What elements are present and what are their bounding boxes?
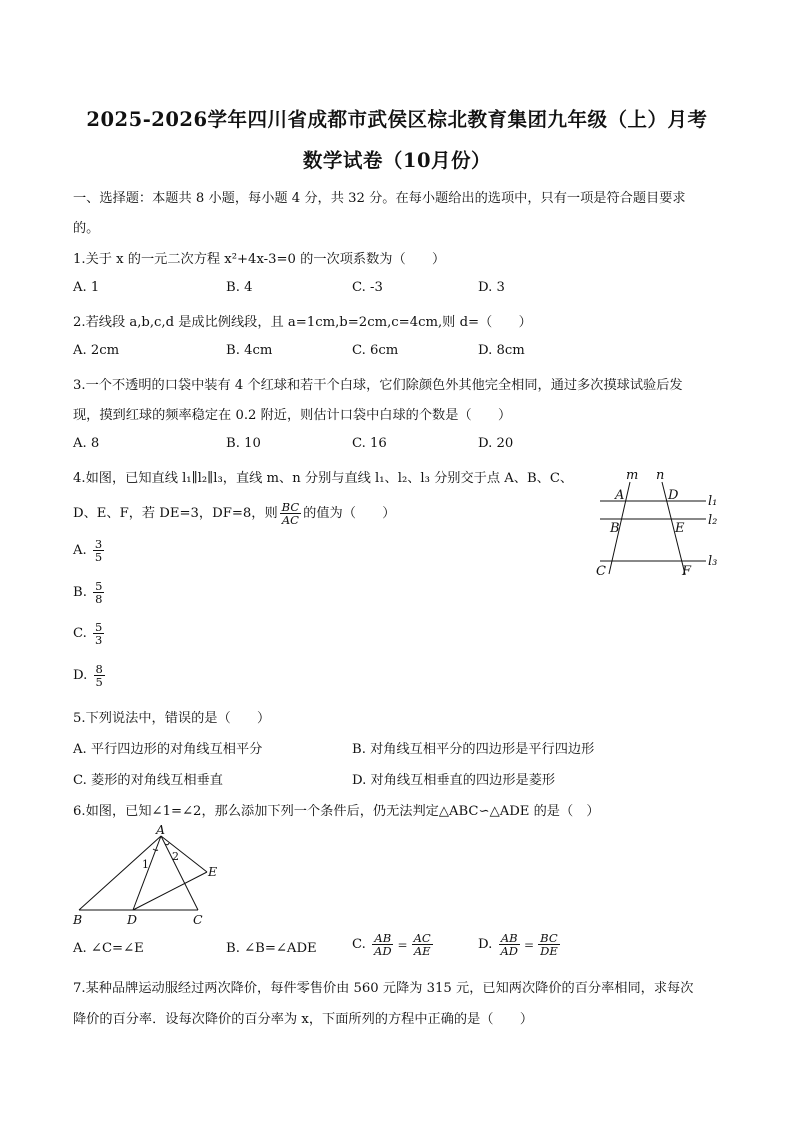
q4-label-l2: l₂ [708,513,718,528]
q6-option-d[interactable] [478,932,562,957]
q6-option-d-equals: = [524,937,535,952]
q4-option-b-den: 8 [95,592,103,607]
q3-stem-line2: 现，摸到红球的频率稳定在 0.2 附近，则估计口袋中白球的个数是（ ） [73,408,512,423]
q6-seg-ae [161,836,207,872]
q5-option-d[interactable]: D. 对角线互相垂直的四边形是菱形 [352,773,556,788]
q4-label-d: D [668,488,679,503]
q4-option-a[interactable] [73,538,106,563]
q4-label-m: m [626,468,639,483]
q2-option-c[interactable]: C. 6cm [352,343,399,358]
q2-stem: 2.若线段 a,b,c,d 是成比例线段，且 a=1cm,b=2cm,c=4cm,则 d=（ ） [73,315,532,330]
q4-label-c: C [596,564,606,579]
q4-option-b-letter: B. [73,585,87,601]
q6-label-e: E [208,864,218,879]
q6-option-c-frac2 [412,932,433,957]
section-header: 一、选择题：本题共 8 小题，每小题 4 分，共 32 分。在每小题给出的选项中，只有一项是符合题目要求 [73,191,686,206]
q2-option-b[interactable]: B. 4cm [226,343,273,358]
q6-stem: 6.如图，已知∠1=∠2，那么添加下列一个条件后，仍无法判定△ABC∽△ADE 的是（ ） [73,804,600,819]
q6-option-d-frac1 [499,932,521,957]
q6-angle-arc-2 [165,843,169,845]
q6-option-c-letter: C. [352,937,366,953]
q7-stem-line1: 7.某种品牌运动服经过两次降价，每件零售价由 560 元降为 315 元，已知两次降价的百分率相同，求每次 [73,981,694,996]
q5-option-a[interactable]: A. 平行四边形的对角线互相平分 [73,742,263,757]
q7-stem-line2: 降价的百分率．设每次降价的百分率为 x，下面所列的方程中正确的是（ ） [73,1012,534,1027]
q4-stem-line1: 4.如图，已知直线 l₁∥l₂∥l₃，直线 m、n 分别与直线 l₁、l₂、l₃ 分别交于点 A、B、C、 [73,471,574,486]
q4-ratio-fraction [280,501,301,526]
q4-option-a-num: 3 [94,537,103,551]
section-header-cont: 的。 [73,221,100,236]
q6-angle-label-2: 2 [172,850,179,863]
q5-option-b[interactable]: B. 对角线互相平分的四边形是平行四边形 [352,742,595,757]
q4-option-d-letter: D. [73,668,88,684]
q2-option-a[interactable]: A. 2cm [73,343,120,358]
q6-option-d-frac1-num: AB [500,931,518,945]
q4-option-c-fraction [93,621,104,646]
q6-option-c[interactable] [352,932,435,957]
q1-option-d[interactable]: D. 3 [478,280,505,295]
q3-stem-line1: 3.一个不透明的口袋中装有 4 个红球和若干个白球，它们除颜色外其他完全相同，通过多次摸球试验后发 [73,378,683,393]
q5-option-c[interactable]: C. 菱形的对角线互相垂直 [73,773,223,788]
q6-option-d-frac2-num: BC [540,931,558,945]
q3-option-b[interactable]: B. 10 [226,436,261,451]
q1-option-b[interactable]: B. 4 [226,280,253,295]
q3-option-d[interactable]: D. 20 [478,436,514,451]
q4-option-b-num: 5 [95,579,103,593]
q6-label-b: B [73,912,83,927]
q4-option-d-den: 5 [95,675,103,690]
q4-label-b: B [610,521,620,536]
exam-title-line2: 数学试卷（10月份） [302,149,492,172]
q4-option-a-fraction [93,538,104,563]
q6-option-c-frac1-num: AB [374,931,392,945]
q1-option-a[interactable]: A. 1 [73,280,100,295]
exam-title-line1: 2025-2026学年四川省成都市武侯区棕北教育集团九年级（上）月考 [86,108,708,131]
q4-stem-part1: D、E、F，若 DE=3，DF=8，则 [73,506,278,522]
q6-label-d: D [127,912,138,927]
q6-option-c-equals: = [397,937,408,952]
q6-seg-ab [79,836,161,910]
q6-option-c-frac2-den: AE [413,944,431,959]
q4-label-l3: l₃ [708,554,718,569]
q4-label-f: F [682,564,692,579]
q6-seg-ad [133,836,161,910]
q1-stem: 1.关于 x 的一元二次方程 x²+4x-3=0 的一次项系数为（ ） [73,252,446,267]
q6-figure [70,824,230,928]
q4-label-e: E [675,521,685,536]
q4-stem-line2 [73,501,395,526]
q4-option-b-fraction [93,580,104,605]
q6-seg-de [133,872,207,910]
q4-option-c[interactable] [73,621,106,646]
q4-option-d-num: 8 [95,662,103,676]
q4-option-d-fraction [94,663,105,688]
q4-option-b[interactable] [73,580,106,605]
q4-label-a: A [615,488,625,503]
q6-label-c: C [193,912,203,927]
q6-option-b[interactable]: B. ∠B=∠ADE [226,941,317,956]
q3-option-a[interactable]: A. 8 [73,436,100,451]
q4-option-d[interactable] [73,663,107,688]
q3-option-c[interactable]: C. 16 [352,436,387,451]
q4-option-c-letter: C. [73,626,87,642]
q4-label-l1: l₁ [708,494,718,509]
q5-stem: 5.下列说法中，错误的是（ ） [73,711,271,726]
q4-figure [590,462,730,584]
q6-option-c-frac2-num: AC [413,931,431,945]
q4-stem-part2: 的值为（ ） [303,506,396,522]
q6-seg-ac [161,836,198,910]
q6-angle-label-1: 1 [142,858,149,871]
q1-option-c[interactable]: C. -3 [352,280,383,295]
q4-option-c-num: 5 [95,620,103,634]
q2-option-d[interactable]: D. 8cm [478,343,525,358]
q6-option-c-frac1 [372,932,394,957]
q4-option-a-letter: A. [73,543,87,559]
q6-label-a: A [156,824,166,837]
q6-option-d-frac2-den: DE [540,944,558,959]
q4-option-c-den: 3 [95,633,103,648]
q6-option-c-frac1-den: AD [374,944,392,959]
q6-option-d-letter: D. [478,937,493,953]
q4-ratio-den: AC [281,513,299,528]
q6-option-a[interactable]: A. ∠C=∠E [73,941,144,956]
q4-label-n: n [656,468,665,483]
q6-option-d-frac2 [538,932,560,957]
q4-ratio-num: BC [281,500,300,514]
q6-option-d-frac1-den: AD [500,944,519,959]
q4-option-a-den: 5 [94,550,103,565]
